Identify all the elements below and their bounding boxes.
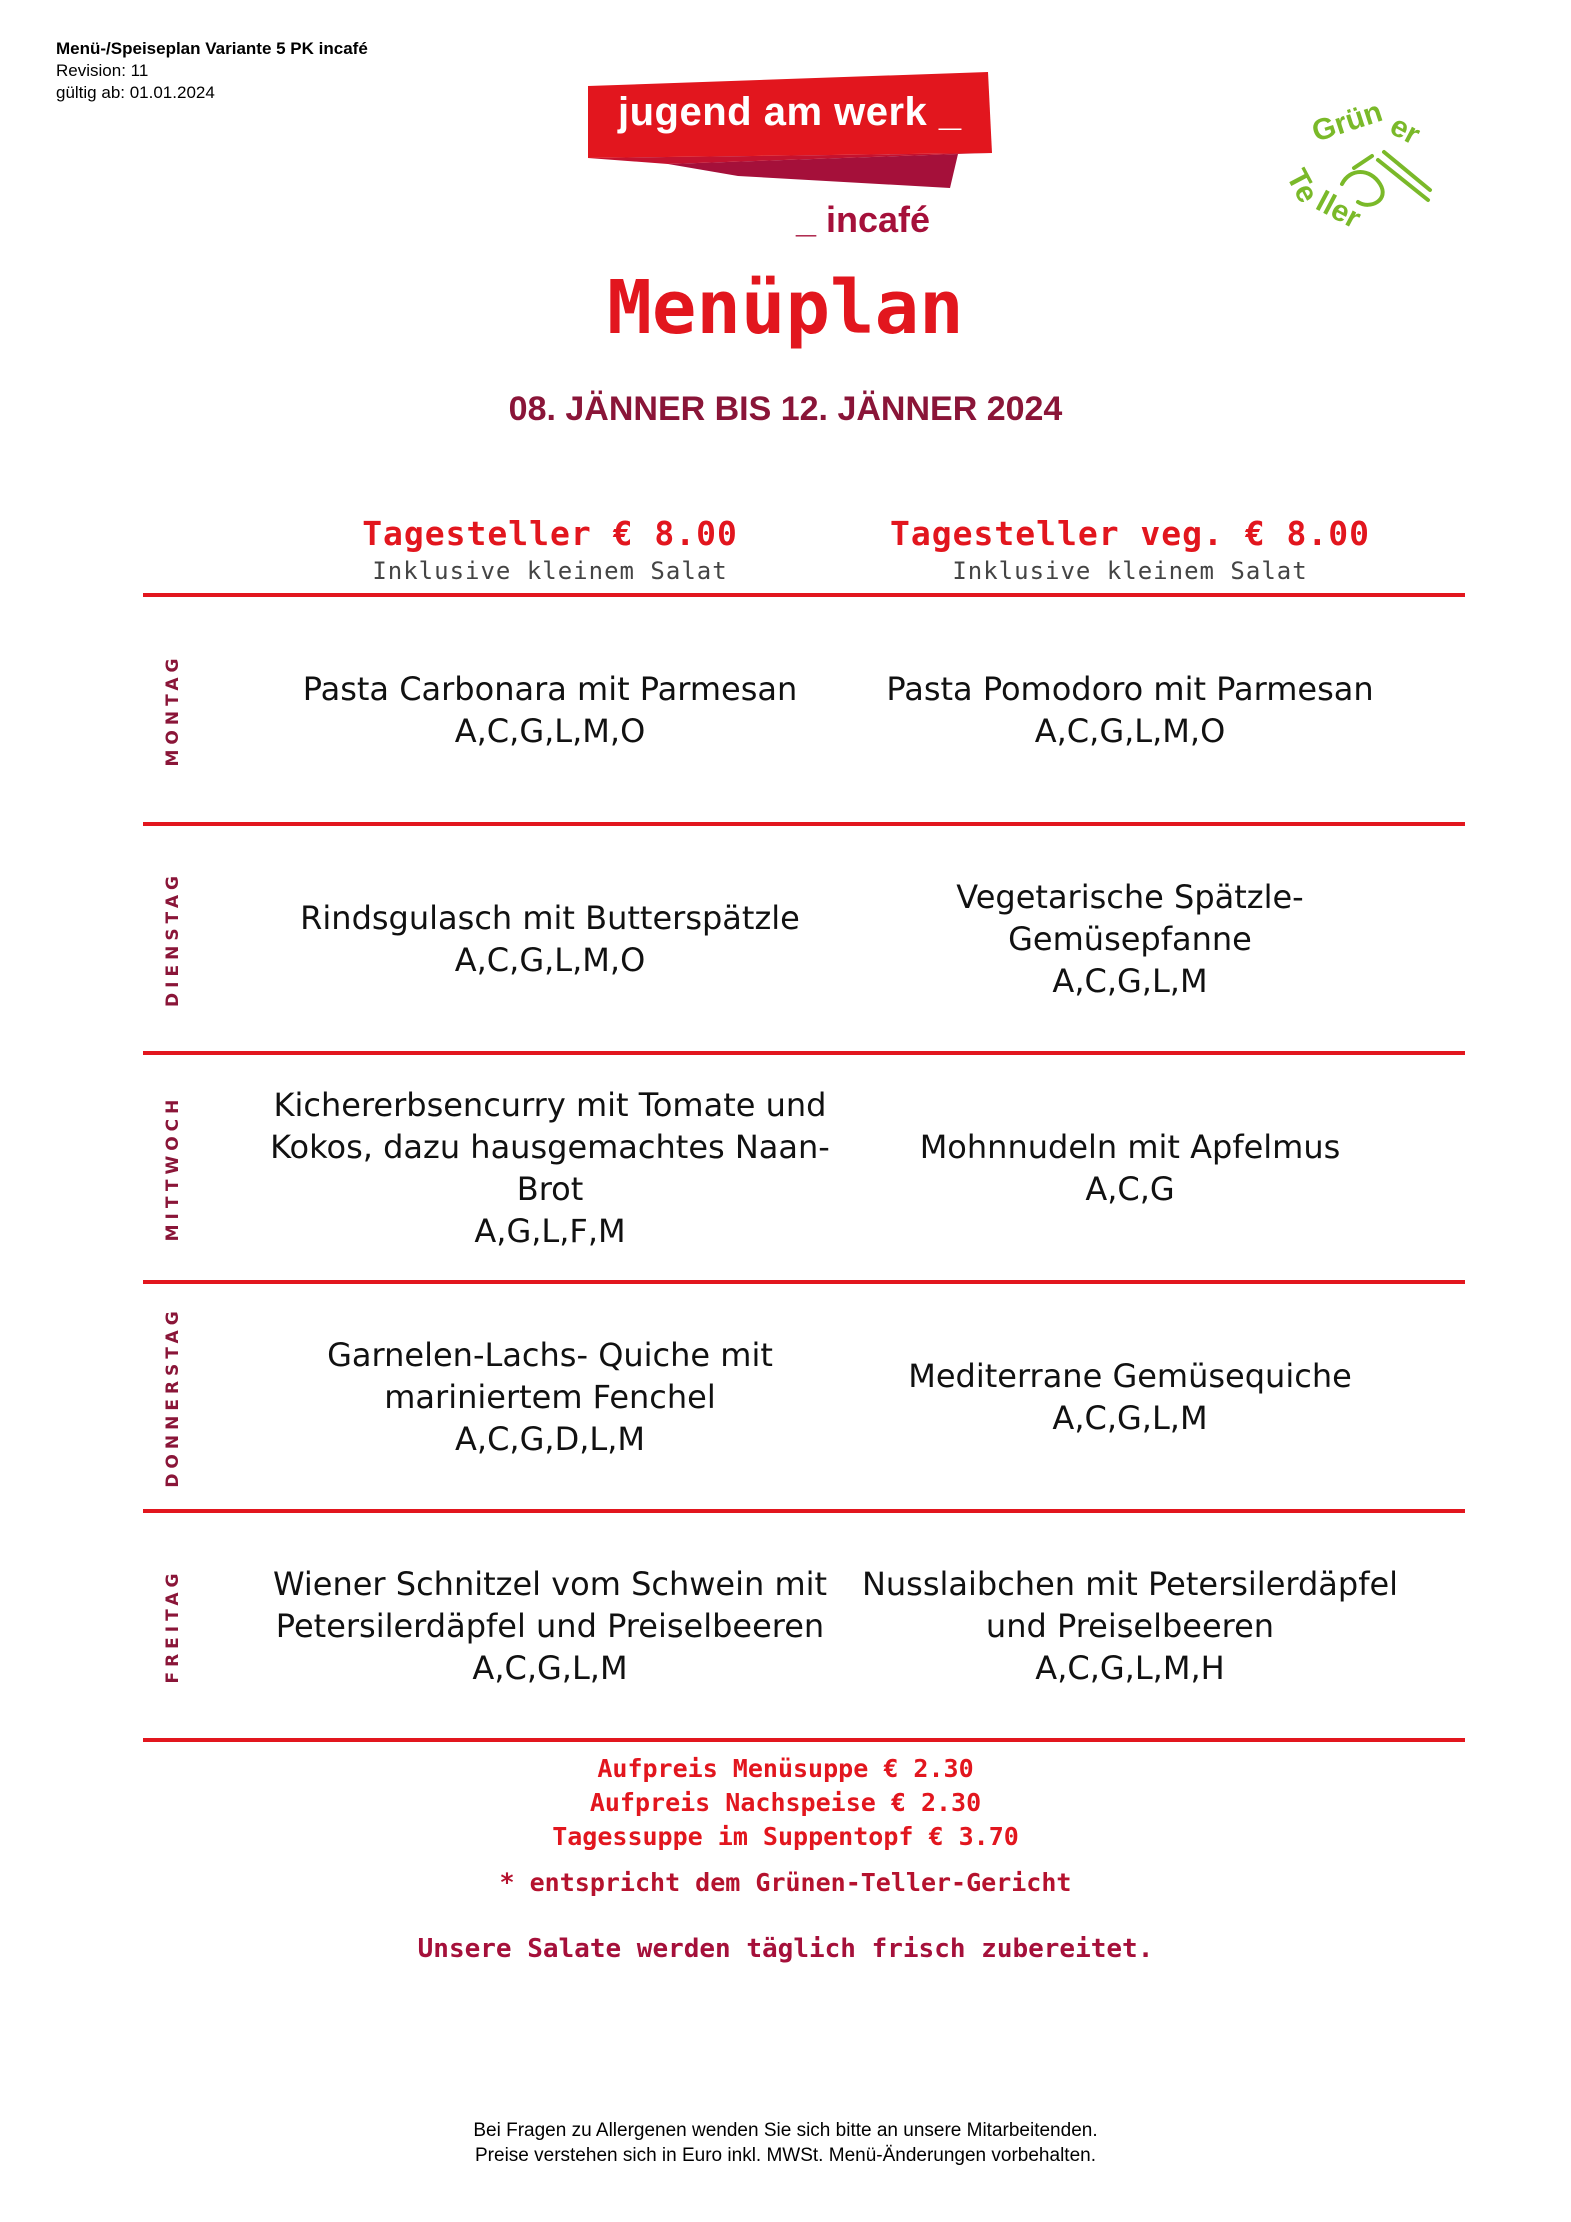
gruener-teller-icon [1280,98,1450,238]
column-header-tagesteller-veg [850,514,1410,585]
column-title: Tagesteller € 8.00 [362,514,738,553]
column-subtitle: Inklusive kleinem Salat [372,557,728,585]
svg-text:er: er [1384,109,1426,152]
revision: Revision: 11 [56,61,149,80]
dish-meat: Rindsgulasch mit Butterspätzle A,C,G,L,M,O [300,898,800,979]
footer [0,2118,1571,2168]
dish-meat: Garnelen-Lachs- Quiche mit mariniertem Fenchel A,C,G,D,L,M [327,1335,773,1458]
dish-vegetarian: Mohnnudeln mit Apfelmus A,C,G [919,1127,1341,1208]
day-label: DIENSTAG [163,870,183,1007]
logo-brand-text: jugend am werk _ [618,90,962,134]
price-extras [0,1752,1571,1966]
column-header-tagesteller [270,514,830,585]
day-label: MITTWOCH [163,1094,183,1241]
logo-incafe-text: _ incafé [796,199,931,240]
dish-meat: Pasta Carbonara mit Parmesan A,C,G,L,M,O [302,669,798,750]
dish-vegetarian: Mediterrane Gemüsequiche A,C,G,L,M [908,1356,1352,1437]
document-meta [56,38,368,104]
salad-note: Unsere Salate werden täglich frisch zubereitet. [417,1934,1154,1964]
footer-allergen-note: Bei Fragen zu Allergenen wenden Sie sich bitte an unsere Mitarbeitenden. [473,2120,1098,2141]
day-label: MONTAG [163,653,183,766]
jugend-am-werk-logo [588,68,998,248]
dish-meat: Kichererbsencurry mit Tomate und Kokos, dazu hausgemachtes Naan- Brot A,G,L,F,M [270,1085,830,1250]
dish-vegetarian: Nusslaibchen mit Petersilerdäpfel und Preiselbeeren A,C,G,L,M,H [861,1564,1399,1687]
footer-price-note: Preise verstehen sich in Euro inkl. MWSt. Menü-Änderungen vorbehalten. [475,2145,1096,2166]
column-title: Tagesteller veg. € 8.00 [890,514,1370,553]
svg-text:Grün: Grün [1307,98,1387,149]
doc-title: Menü-/Speiseplan Variante 5 PK incafé [56,39,368,58]
svg-text:Te: Te [1280,163,1325,209]
divider [143,1738,1465,1742]
day-row-donnerstag [143,1284,1465,1509]
svg-text:ller: ller [1310,185,1366,236]
dish-vegetarian: Pasta Pomodoro mit Parmesan A,C,G,L,M,O [886,669,1374,750]
dish-vegetarian: Vegetarische Spätzle- Gemüsepfanne A,C,G,L,M [956,877,1304,1000]
page-title: Menüplan [607,265,964,351]
gruener-teller-note: * entspricht dem Grünen-Teller-Gericht [499,1868,1072,1897]
gruener-teller-badge [1280,98,1450,238]
extra-tagessuppe: Tagessuppe im Suppentopf € 3.70 [552,1822,1019,1851]
day-row-dienstag [143,826,1465,1051]
day-row-mittwoch [143,1055,1465,1280]
extra-menusuppe: Aufpreis Menüsuppe € 2.30 [597,1754,974,1783]
day-row-freitag [143,1513,1465,1738]
date-range: 08. JÄNNER BIS 12. JÄNNER 2024 [508,390,1063,428]
column-subtitle: Inklusive kleinem Salat [952,557,1308,585]
day-label: DONNERSTAG [163,1305,183,1488]
valid-from: gültig ab: 01.01.2024 [56,83,215,102]
dish-meat: Wiener Schnitzel vom Schwein mit Petersilerdäpfel und Preiselbeeren A,C,G,L,M [272,1564,828,1687]
day-row-montag [143,597,1465,822]
extra-nachspeise: Aufpreis Nachspeise € 2.30 [589,1788,982,1817]
day-label: FREITAG [163,1567,183,1684]
